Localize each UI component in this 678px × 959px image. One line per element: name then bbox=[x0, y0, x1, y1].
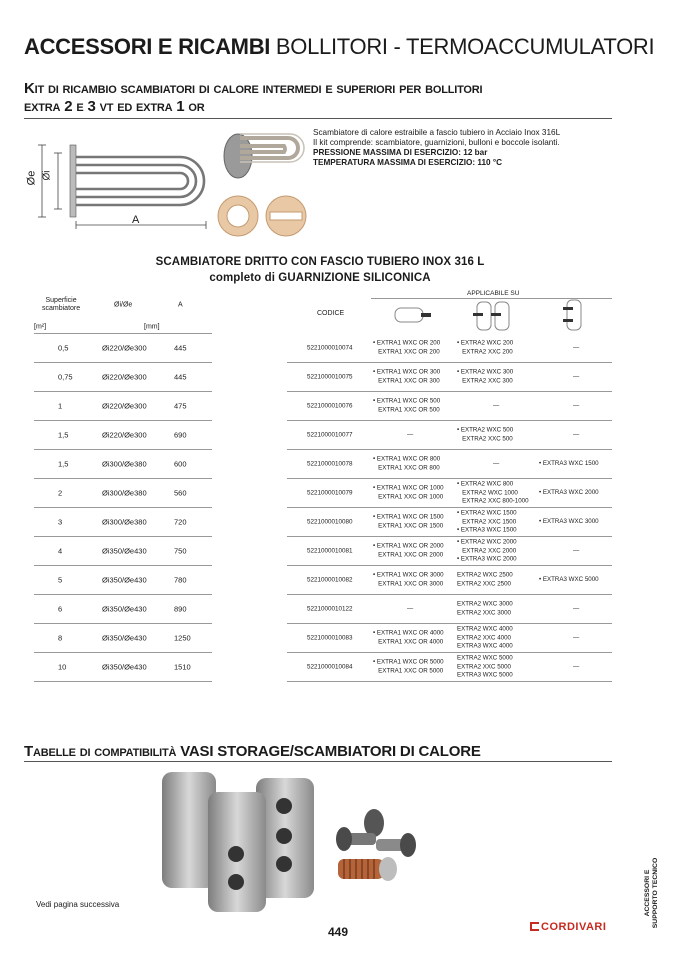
side-section-tab bbox=[640, 857, 664, 929]
product-code: 5221000010083 bbox=[307, 634, 353, 642]
table-row bbox=[287, 566, 612, 595]
exchanger-dimension-drawing bbox=[30, 135, 215, 233]
side-tab-label: ACCESSORI E SUPPORTO TECNICO bbox=[644, 857, 659, 929]
table-row bbox=[34, 334, 212, 363]
exchangers-image bbox=[330, 805, 420, 887]
tall-tank-icon bbox=[563, 298, 585, 332]
section-title-line2: extra 2 e 3 vt ed extra 1 or bbox=[24, 98, 205, 115]
dimension-table-units bbox=[34, 320, 212, 334]
table-row bbox=[287, 363, 612, 392]
table-row bbox=[34, 566, 212, 595]
vertical-compat-cell: • EXTRA2 WXC 800 EXTRA2 WXC 1000 EXTRA2 XXC 800-1000 bbox=[457, 480, 529, 505]
exchanger-photo bbox=[218, 120, 308, 188]
section-divider bbox=[24, 118, 612, 119]
compatibility-table-header bbox=[287, 290, 612, 334]
table-row bbox=[287, 450, 612, 479]
surface-cell: 0,5 bbox=[58, 343, 69, 353]
dimension-di-label: Øi bbox=[41, 170, 53, 181]
tall-compat-cell: • EXTRA3 WXC 5000 bbox=[539, 575, 599, 583]
tall-compat-cell: • EXTRA3 WXC 2000 bbox=[539, 488, 599, 496]
page-title-bold: ACCESSORI E RICAMBI bbox=[24, 34, 271, 59]
table-row bbox=[34, 450, 212, 479]
horizontal-compat-cell: • EXTRA1 WXC OR 300 EXTRA1 XXC OR 300 bbox=[373, 368, 441, 384]
tall-compat-cell: — bbox=[573, 344, 580, 352]
col-length: A bbox=[178, 301, 183, 309]
code-label: CODICE bbox=[317, 310, 345, 317]
vertical-compat-cell: • EXTRA2 WXC 500 EXTRA2 XXC 500 bbox=[457, 426, 514, 442]
table-row bbox=[34, 508, 212, 537]
see-next-page-note: Vedi pagina successiva bbox=[36, 900, 120, 909]
table-row bbox=[287, 595, 612, 624]
surface-cell: 6 bbox=[58, 604, 63, 614]
length-cell: 720 bbox=[174, 517, 187, 527]
horizontal-compat-cell: • EXTRA1 WXC OR 1500 EXTRA1 XXC OR 1500 bbox=[373, 513, 444, 529]
tall-compat-cell: — bbox=[573, 634, 580, 642]
table-row bbox=[34, 479, 212, 508]
length-cell: 1510 bbox=[174, 662, 191, 672]
horizontal-compat-cell: • EXTRA1 WXC OR 3000 EXTRA1 XXC OR 3000 bbox=[373, 571, 444, 587]
page-number: 449 bbox=[328, 925, 349, 939]
gasket-icon bbox=[216, 193, 310, 239]
horizontal-compat-cell: • EXTRA1 WXC OR 500 EXTRA1 XXC OR 500 bbox=[373, 397, 441, 413]
table-row bbox=[287, 653, 612, 682]
page-title bbox=[24, 34, 654, 60]
section-title-line1: Kit di ricambio scambiatori di calore intermedi e superiori per bollitori bbox=[24, 80, 483, 97]
diameter-cell: Øi350/Øe430 bbox=[102, 546, 147, 556]
diameter-cell: Øi220/Øe300 bbox=[102, 430, 147, 440]
vertical-compat-cell: — bbox=[493, 460, 500, 468]
table-row bbox=[287, 421, 612, 450]
product-code: 5221000010082 bbox=[307, 576, 353, 584]
applicable-label: APPLICABILE SU bbox=[467, 290, 520, 297]
table-row bbox=[287, 479, 612, 508]
tall-compat-cell: — bbox=[573, 605, 580, 613]
surface-cell: 3 bbox=[58, 517, 63, 527]
surface-cell: 8 bbox=[58, 633, 63, 643]
desc-line1: Scambiatore di calore estraibile a fascio tubiero in Acciaio Inox 316L bbox=[313, 128, 561, 137]
vertical-compat-cell: • EXTRA2 WXC 2000 EXTRA2 XXC 2000 • EXTRA3 WXC 2000 bbox=[457, 538, 517, 563]
compatibility-table-body bbox=[287, 334, 612, 682]
length-cell: 600 bbox=[174, 459, 187, 469]
dimension-de-label: Øe bbox=[25, 170, 38, 186]
length-cell: 750 bbox=[174, 546, 187, 556]
diameter-cell: Øi350/Øe430 bbox=[102, 662, 147, 672]
surface-cell: 5 bbox=[58, 575, 63, 585]
table-row bbox=[287, 537, 612, 566]
dimension-table-body bbox=[34, 334, 212, 682]
surface-cell: 10 bbox=[58, 662, 67, 672]
vertical-compat-cell: EXTRA2 WXC 5000 EXTRA2 XXC 5000 EXTRA3 WXC 5000 bbox=[457, 654, 513, 679]
surface-cell: 2 bbox=[58, 488, 63, 498]
table-row bbox=[287, 624, 612, 653]
table-row bbox=[34, 595, 212, 624]
diameter-cell: Øi350/Øe430 bbox=[102, 604, 147, 614]
section-title-kit bbox=[24, 80, 584, 116]
diameter-cell: Øi220/Øe300 bbox=[102, 401, 147, 411]
vertical-compat-cell: • EXTRA2 WXC 300 EXTRA2 XXC 300 bbox=[457, 368, 514, 384]
brand-logo bbox=[530, 921, 606, 933]
surface-cell: 1,5 bbox=[58, 430, 69, 440]
table-row bbox=[287, 508, 612, 537]
product-code: 5221000010081 bbox=[307, 547, 353, 555]
diameter-cell: Øi300/Øe380 bbox=[102, 488, 147, 498]
product-code: 5221000010074 bbox=[307, 344, 353, 352]
vertical-compat-cell: EXTRA2 WXC 2500 EXTRA2 XXC 2500 bbox=[457, 571, 513, 587]
product-code: 5221000010077 bbox=[307, 431, 353, 439]
page-title-light: BOLLITORI - TERMOACCUMULATORI bbox=[275, 34, 655, 59]
product-code: 5221000010076 bbox=[307, 402, 353, 410]
table-row bbox=[287, 334, 612, 363]
horizontal-compat-cell: • EXTRA1 WXC OR 800 EXTRA1 XXC OR 800 bbox=[373, 455, 441, 471]
horizontal-compat-cell: • EXTRA1 WXC OR 2000 EXTRA1 XXC OR 2000 bbox=[373, 542, 444, 558]
tall-compat-cell: — bbox=[573, 431, 580, 439]
brand-mark-icon bbox=[530, 922, 539, 931]
horizontal-compat-cell: • EXTRA1 WXC OR 4000 EXTRA1 XXC OR 4000 bbox=[373, 629, 444, 645]
horizontal-compat-cell: — bbox=[407, 431, 414, 439]
horizontal-compat-cell: — bbox=[407, 605, 414, 613]
vertical-tank-icon bbox=[473, 300, 515, 332]
diameter-cell: Øi300/Øe380 bbox=[102, 517, 147, 527]
diameter-cell: Øi300/Øe380 bbox=[102, 459, 147, 469]
length-cell: 445 bbox=[174, 372, 187, 382]
unit-mm: [mm] bbox=[144, 323, 160, 330]
desc-line2: Il kit comprende: scambiatore, guarnizioni, bulloni e boccole isolanti. bbox=[313, 138, 560, 147]
vertical-compat-cell: EXTRA2 WXC 4000 EXTRA2 XXC 4000 EXTRA3 WXC 4000 bbox=[457, 625, 513, 650]
dimension-table-header bbox=[34, 290, 212, 320]
vertical-compat-cell: EXTRA2 WXC 3000 EXTRA2 XXC 3000 bbox=[457, 600, 513, 616]
dimension-table bbox=[34, 290, 212, 682]
table-row bbox=[287, 392, 612, 421]
surface-cell: 0,75 bbox=[58, 372, 73, 382]
length-cell: 780 bbox=[174, 575, 187, 585]
table-row bbox=[34, 392, 212, 421]
vertical-compat-cell: • EXTRA2 WXC 200 EXTRA2 XXC 200 bbox=[457, 339, 514, 355]
storage-tanks-image bbox=[160, 768, 325, 916]
product-code: 5221000010075 bbox=[307, 373, 353, 381]
section2-divider bbox=[24, 761, 612, 762]
unit-surface: [m²] bbox=[34, 323, 47, 330]
horizontal-tank-icon bbox=[393, 304, 433, 326]
tall-compat-cell: — bbox=[573, 663, 580, 671]
brand-name: CORDIVARI bbox=[541, 921, 607, 933]
surface-cell: 1,5 bbox=[58, 459, 69, 469]
desc-line3: PRESSIONE MASSIMA DI ESERCIZIO: 12 bar bbox=[313, 148, 488, 157]
horizontal-compat-cell: • EXTRA1 WXC OR 1000 EXTRA1 XXC OR 1000 bbox=[373, 484, 444, 500]
tall-compat-cell: — bbox=[573, 373, 580, 381]
product-code: 5221000010079 bbox=[307, 489, 353, 497]
desc-line4: TEMPERATURA MASSIMA DI ESERCIZIO: 110 °C bbox=[313, 158, 503, 167]
diameter-cell: Øi220/Øe300 bbox=[102, 343, 147, 353]
length-cell: 560 bbox=[174, 488, 187, 498]
col-diameter: Øi/Øe bbox=[114, 301, 133, 309]
surface-cell: 1 bbox=[58, 401, 63, 411]
length-cell: 690 bbox=[174, 430, 187, 440]
surface-cell: 4 bbox=[58, 546, 63, 556]
product-code: 5221000010084 bbox=[307, 663, 353, 671]
diameter-cell: Øi350/Øe430 bbox=[102, 633, 147, 643]
tall-compat-cell: • EXTRA3 WXC 1500 bbox=[539, 459, 599, 467]
length-cell: 1250 bbox=[174, 633, 191, 643]
horizontal-compat-cell: • EXTRA1 WXC OR 5000 EXTRA1 XXC OR 5000 bbox=[373, 658, 444, 674]
vertical-compat-cell: — bbox=[493, 402, 500, 410]
diameter-cell: Øi350/Øe430 bbox=[102, 575, 147, 585]
compatibility-table bbox=[287, 290, 612, 682]
tall-compat-cell: — bbox=[573, 402, 580, 410]
product-code: 5221000010122 bbox=[307, 605, 353, 613]
diameter-cell: Øi220/Øe300 bbox=[102, 372, 147, 382]
col-surface: Superficie scambiatore bbox=[42, 297, 81, 312]
product-code: 5221000010078 bbox=[307, 460, 353, 468]
table-title-line2: completo di GUARNIZIONE SILICONICA bbox=[209, 272, 431, 284]
table-title-line1: SCAMBIATORE DRITTO CON FASCIO TUBIERO INOX 316 L bbox=[155, 256, 485, 268]
tall-compat-cell: — bbox=[573, 547, 580, 555]
table-row bbox=[34, 421, 212, 450]
length-cell: 890 bbox=[174, 604, 187, 614]
dimension-a-label: A bbox=[132, 214, 140, 226]
table-row bbox=[34, 653, 212, 682]
length-cell: 475 bbox=[174, 401, 187, 411]
section-title-compatibility: Tabelle di compatibilità VASI STORAGE/SCAMBIATORI DI CALORE bbox=[24, 743, 481, 760]
product-code: 5221000010080 bbox=[307, 518, 353, 526]
horizontal-compat-cell: • EXTRA1 WXC OR 200 EXTRA1 XXC OR 200 bbox=[373, 339, 441, 355]
table-row bbox=[34, 363, 212, 392]
exchanger-description bbox=[313, 128, 603, 168]
vertical-compat-cell: • EXTRA2 WXC 1500 EXTRA2 XXC 1500 • EXTRA3 WXC 1500 bbox=[457, 509, 517, 534]
length-cell: 445 bbox=[174, 343, 187, 353]
tall-compat-cell: • EXTRA3 WXC 3000 bbox=[539, 517, 599, 525]
table-row bbox=[34, 537, 212, 566]
table-row bbox=[34, 624, 212, 653]
